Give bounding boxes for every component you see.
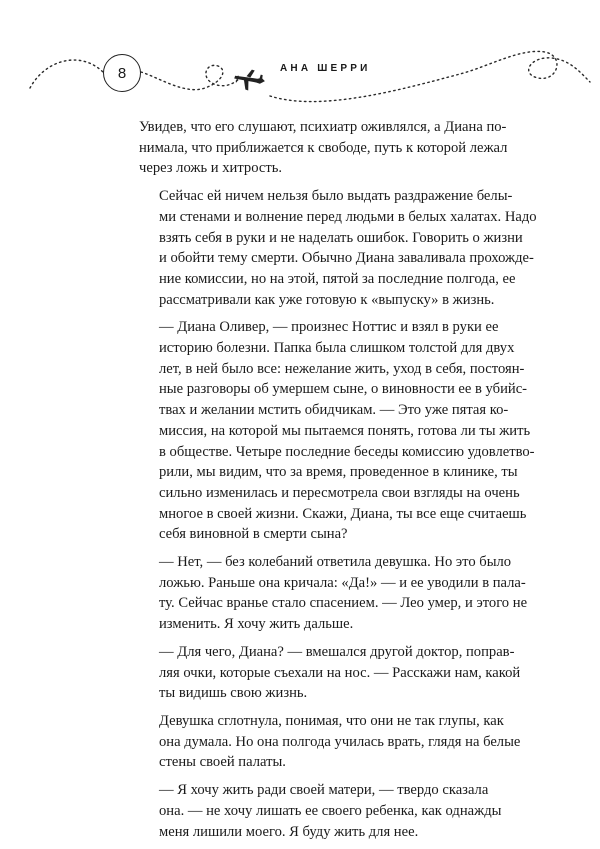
- text-line: лет, в ней было все: нежелание жить, уход в себя, постоян-: [159, 360, 525, 377]
- text-line: миссия, на которой мы пытаемся понять, готова ли ты жить: [159, 422, 531, 439]
- text-line: меня лишили моего. Я буду жить для нее.: [159, 823, 419, 840]
- paragraph: [139, 317, 535, 545]
- text-line: ты видишь свою жизнь.: [159, 685, 308, 702]
- text-line: ту. Сейчас вранье стало спасением. — Лео умер, и этого не: [159, 595, 528, 612]
- text-line: — Диана Оливер, — произнес Ноттис и взял в руки ее: [159, 319, 499, 336]
- text-line: Сейчас ей ничем нельзя было выдать раздражение белы-: [159, 188, 513, 205]
- text-line: ние комиссии, но на этой, пятой за последние полгода, ее: [159, 270, 516, 287]
- paragraph: [139, 117, 508, 179]
- text-line: — Я хочу жить ради своей матери, — твердо сказала: [159, 782, 489, 799]
- text-line: ми стенами и волнение перед людьми в белых халатах. Надо: [159, 208, 537, 225]
- text-line: рассматривали как уже готовую к «выпуску» в жизнь.: [159, 291, 495, 308]
- text-line: ложью. Раньше она кричала: «Да!» — и ее уводили в пала-: [159, 574, 526, 591]
- paragraph: [139, 711, 521, 773]
- header-decoration: [0, 0, 600, 110]
- text-line: ные разговоры об умершем сыне, о виновности ее в убийс-: [159, 381, 528, 398]
- airplane-icon: [232, 65, 267, 94]
- text-line: она думала. Но она полгода училась врать, глядя на белые: [159, 733, 521, 750]
- text-line: историю болезни. Папка была слишком толстой для двух: [159, 340, 515, 357]
- paragraph: [139, 552, 528, 635]
- running-title: АНА ШЕРРИ: [280, 63, 371, 74]
- text-line: через ложь и хитрость.: [139, 160, 283, 177]
- paragraph: [139, 642, 521, 704]
- paragraph: [139, 780, 502, 842]
- text-line: ляя очки, которые съехали на нос. — Расскажи нам, какой: [159, 664, 521, 681]
- text-line: рили, мы видим, что за время, проведенное в клинике, ты: [159, 464, 518, 481]
- text-line: себя виновной в смерти сына?: [159, 526, 348, 543]
- text-line: взять себя в руки и не наделать ошибок. Говорить о жизни: [159, 229, 523, 246]
- paragraph: [139, 186, 537, 310]
- text-line: стены своей палаты.: [159, 754, 286, 771]
- text-line: твах и желании мстить обидчикам. — Это уже пятая ко-: [159, 402, 509, 419]
- text-line: Девушка сглотнула, понимая, что они не так глупы, как: [159, 712, 504, 729]
- text-line: сильно изменилась и пересмотрела свои взгляды на очень: [159, 484, 520, 501]
- text-line: нимала, что приближается к свободе, путь к которой лежал: [139, 139, 508, 156]
- text-line: в обществе. Четыре последние беседы комиссию удовлетво-: [159, 443, 535, 460]
- text-line: — Нет, — без колебаний ответила девушка. Но это было: [159, 554, 512, 571]
- body-text: [139, 117, 537, 849]
- page-number: [103, 54, 141, 92]
- text-line: Увидев, что его слушают, психиатр оживлялся, а Диана по-: [139, 119, 507, 135]
- text-line: изменить. Я хочу жить дальше.: [159, 616, 354, 633]
- text-line: многое в своей жизни. Скажи, Диана, ты все еще считаешь: [159, 505, 527, 522]
- text-line: — Для чего, Диана? — вмешался другой доктор, поправ-: [159, 643, 515, 660]
- text-line: и обойти тему смерти. Обычно Диана заваливала прохожде-: [159, 250, 534, 267]
- page-number-text: 8: [117, 64, 127, 82]
- text-line: она. — не хочу лишать ее своего ребенка, как однажды: [159, 802, 502, 819]
